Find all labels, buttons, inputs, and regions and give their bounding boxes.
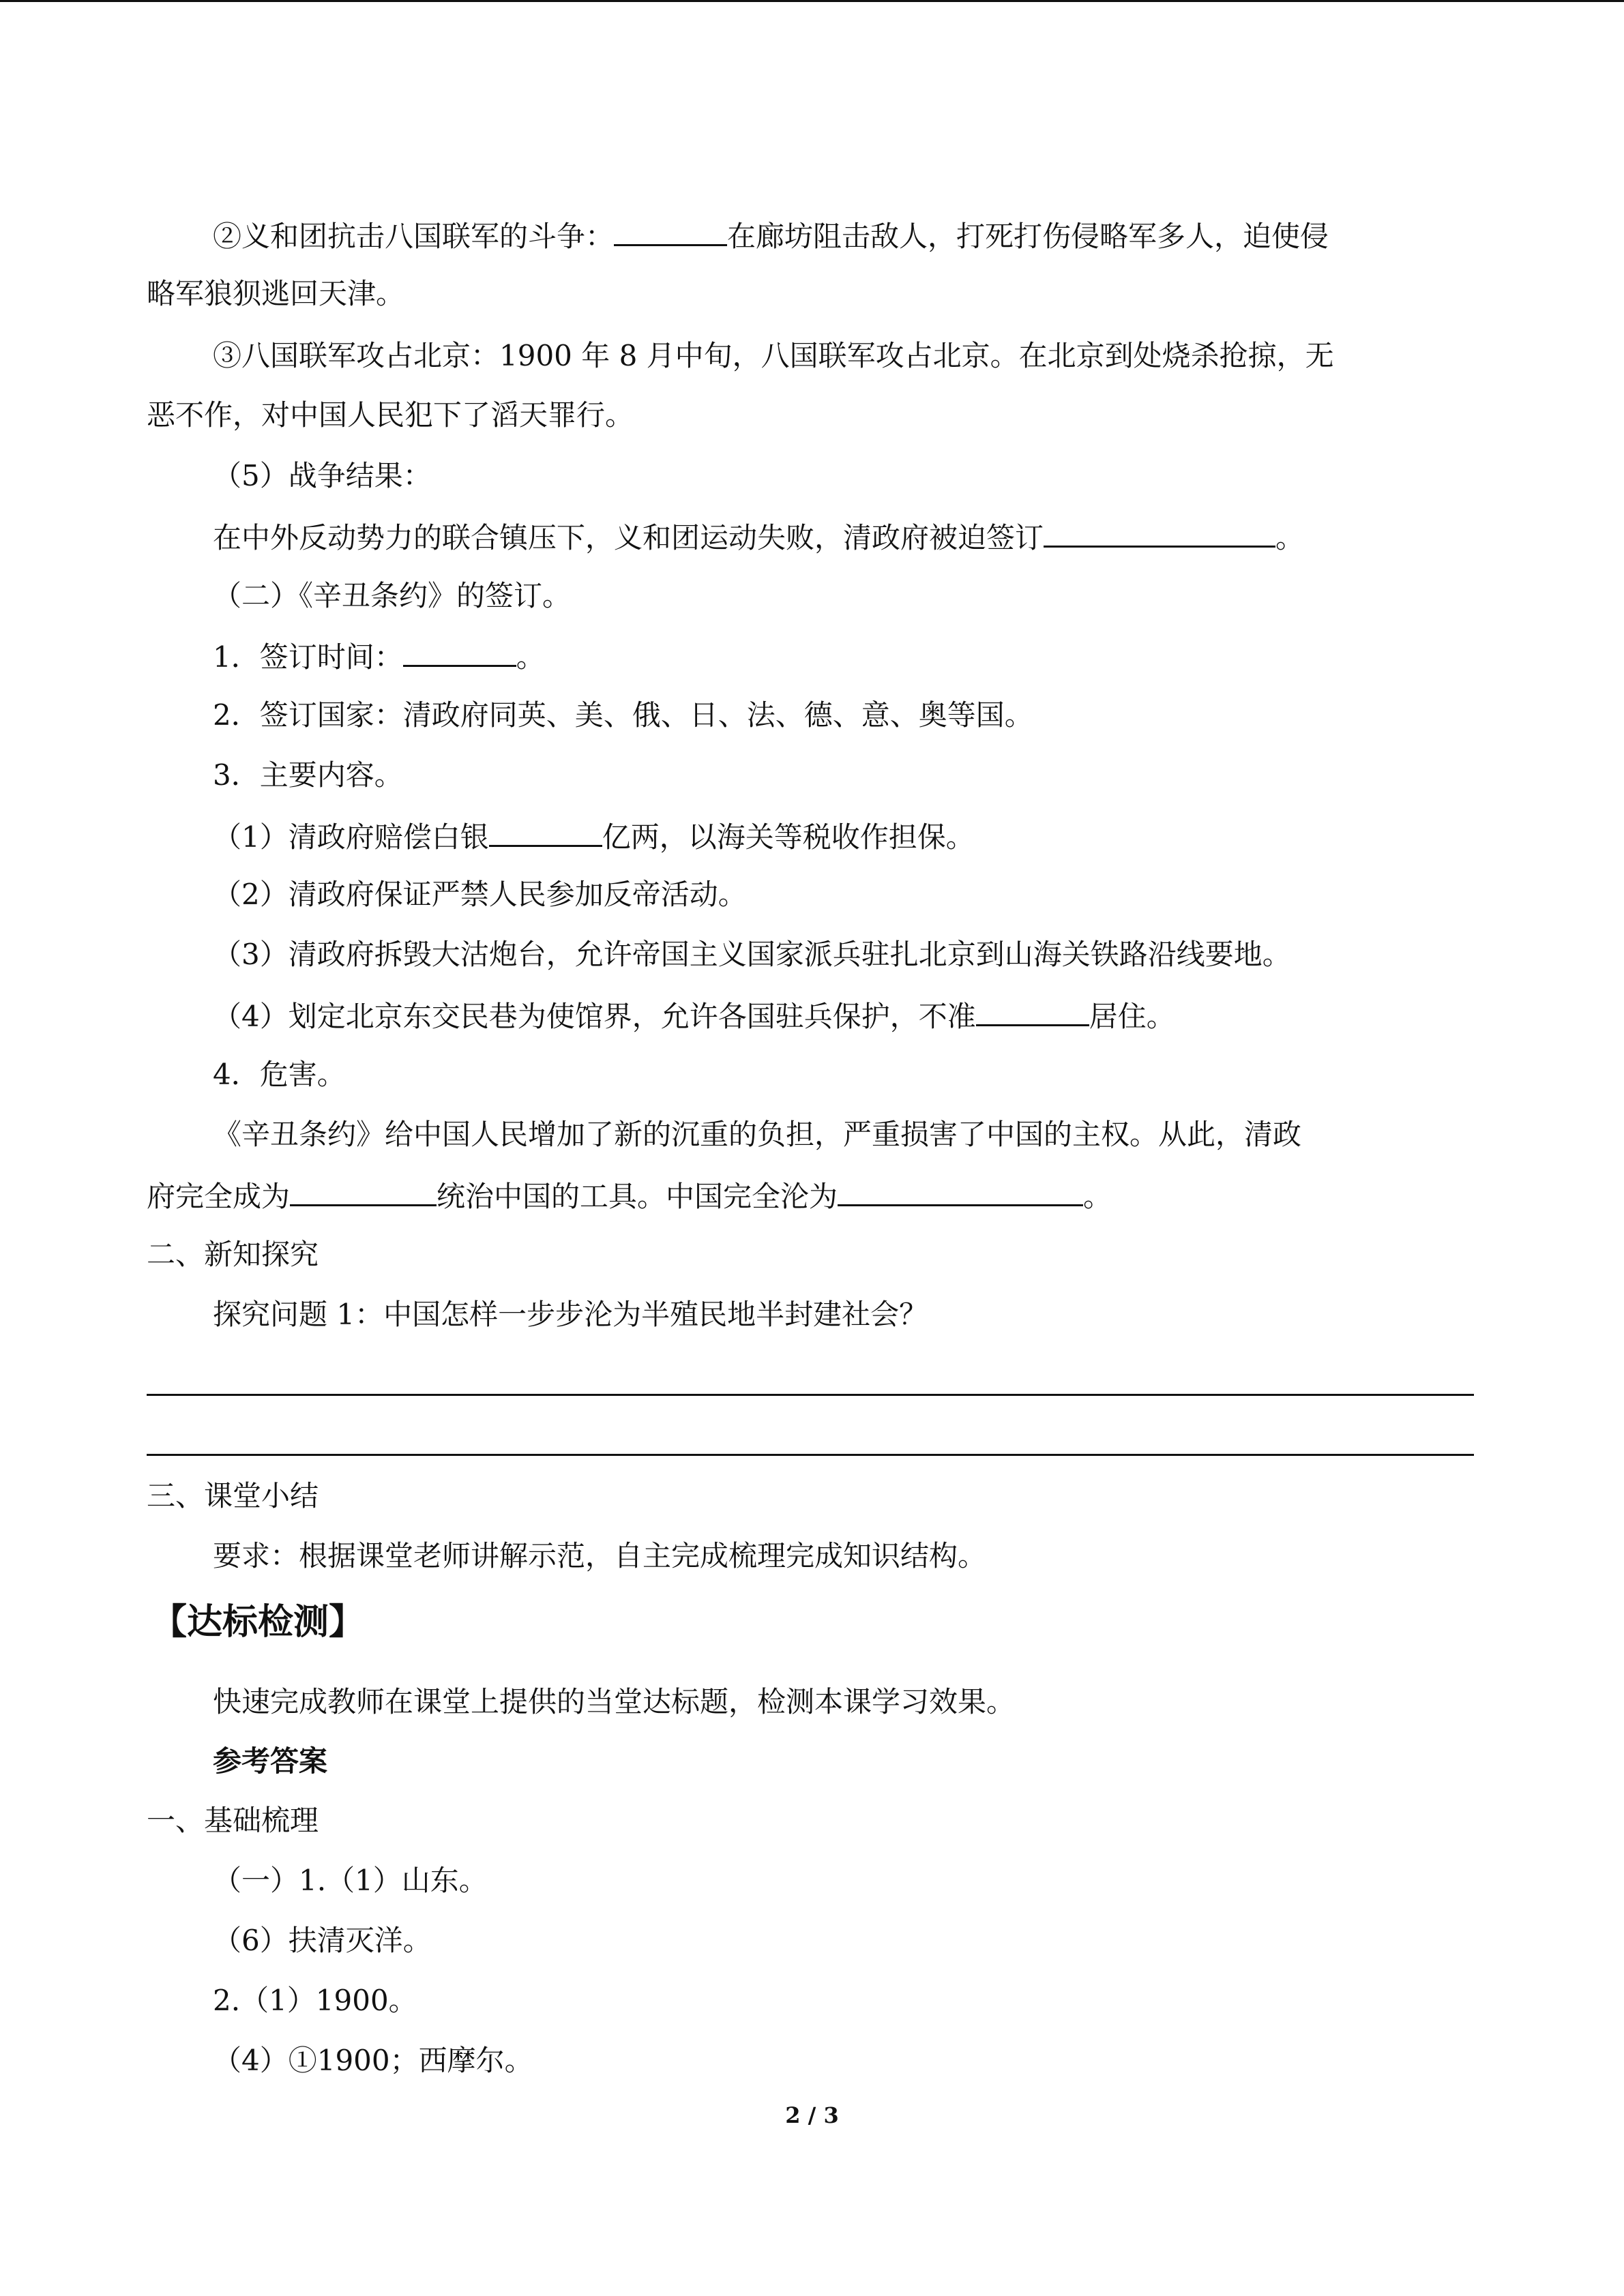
answers-heading: 参考答案 bbox=[213, 1744, 328, 1778]
line-16: 《辛丑条约》给中国人民增加了新的沉重的负担，严重损害了中国的主权。从此，清政 bbox=[213, 1118, 1302, 1151]
fill-blank[interactable] bbox=[1044, 518, 1275, 548]
summary-requirement: 要求：根据课堂老师讲解示范，自主完成梳理完成知识结构。 bbox=[213, 1539, 987, 1572]
top-border bbox=[0, 0, 1624, 2]
fill-blank[interactable] bbox=[838, 1177, 1083, 1206]
line-5: （5）战争结果： bbox=[213, 459, 432, 492]
assessment-instruction: 快速完成教师在课堂上提供的当堂达标题，检测本课学习效果。 bbox=[213, 1685, 1016, 1718]
fill-blank[interactable] bbox=[290, 1177, 437, 1206]
line-15: 4．危害。 bbox=[213, 1058, 346, 1091]
section-heading-summary: 三、课堂小结 bbox=[147, 1479, 319, 1512]
line-9: 2．签订国家：清政府同英、美、俄、日、法、德、意、奥等国。 bbox=[213, 698, 1033, 732]
answer-line-4: （4）①1900；西摩尔。 bbox=[213, 2044, 533, 2077]
line-2: 略军狼狈逃回天津。 bbox=[147, 277, 405, 310]
line-14: （4）划定北京东交民巷为使馆界，允许各国驻兵保护，不准 居住。 bbox=[213, 997, 1175, 1034]
line-17: 府完全成为 统治中国的工具。中国完全沦为 。 bbox=[147, 1177, 1112, 1214]
answer-line-1: （一）1.（1）山东。 bbox=[213, 1864, 488, 1897]
line-8: 1．签订时间： 。 bbox=[213, 638, 545, 675]
answer-line[interactable] bbox=[147, 1394, 1474, 1396]
fill-blank[interactable] bbox=[976, 997, 1089, 1026]
line-3: ③八国联军攻占北京：1900 年 8 月中旬，八国联军攻占北京。在北京到处烧杀抢掠，无 bbox=[213, 339, 1334, 372]
answer-line-3: 2.（1）1900。 bbox=[213, 1984, 417, 2017]
answer-line[interactable] bbox=[147, 1454, 1474, 1456]
answers-section-basics: 一、基础梳理 bbox=[147, 1804, 319, 1837]
question-1: 探究问题 1：中国怎样一步步沦为半殖民地半封建社会？ bbox=[213, 1298, 928, 1331]
line-1: ②义和团抗击八国联军的斗争： 在廊坊阻击敌人，打死打伤侵略军多人，迫使侵 bbox=[213, 217, 1329, 254]
line-13: （3）清政府拆毁大沽炮台，允许帝国主义国家派兵驻扎北京到山海关铁路沿线要地。 bbox=[213, 938, 1291, 971]
line-12: （2）清政府保证严禁人民参加反帝活动。 bbox=[213, 878, 747, 911]
fill-blank[interactable] bbox=[489, 818, 602, 847]
line-7: （二）《辛丑条约》的签订。 bbox=[213, 579, 572, 612]
section-heading-new-knowledge: 二、新知探究 bbox=[147, 1238, 319, 1271]
fill-blank[interactable] bbox=[614, 217, 727, 246]
line-10: 3．主要内容。 bbox=[213, 758, 403, 792]
page-number: 2 / 3 bbox=[785, 2102, 839, 2128]
answer-line-2: （6）扶清灭洋。 bbox=[213, 1924, 432, 1957]
fill-blank[interactable] bbox=[403, 638, 516, 667]
line-4: 恶不作，对中国人民犯下了滔天罪行。 bbox=[147, 398, 634, 432]
section-heading-assessment: 【达标检测】 bbox=[151, 1602, 365, 1643]
line-6: 在中外反动势力的联合镇压下，义和团运动失败，清政府被迫签订 。 bbox=[213, 518, 1304, 556]
line-11: （1）清政府赔偿白银 亿两，以海关等税收作担保。 bbox=[213, 818, 975, 855]
